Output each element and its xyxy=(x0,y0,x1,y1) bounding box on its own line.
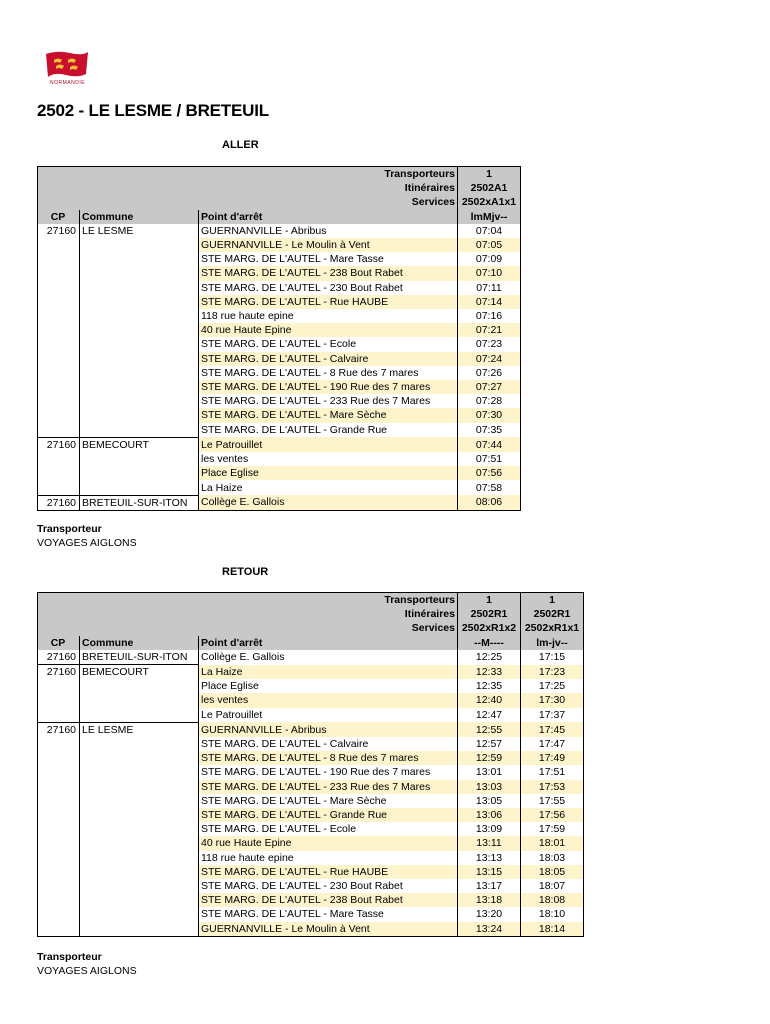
header-value: 2502xR1x2 xyxy=(458,621,521,635)
commune-cell xyxy=(80,679,199,693)
stop-cell: STE MARG. DE L'AUTEL - Ecole xyxy=(201,338,357,351)
time-cell: 17:15 xyxy=(521,650,584,665)
column-header-row xyxy=(38,210,521,224)
commune-cell xyxy=(80,295,199,309)
normandie-flag-icon xyxy=(44,50,90,80)
commune-cell: BRETEUIL-SUR-ITON xyxy=(80,650,199,665)
time-cell: 13:09 xyxy=(458,822,521,836)
commune-cell xyxy=(80,238,199,252)
table-row xyxy=(38,352,521,366)
cp-cell xyxy=(38,337,80,351)
header-row xyxy=(38,593,584,608)
stop-cell: les ventes xyxy=(201,453,249,466)
stop-cell: STE MARG. DE L'AUTEL - 190 Rue des 7 mares xyxy=(199,380,458,394)
table-row xyxy=(38,851,584,865)
time-cell: 18:08 xyxy=(521,893,584,907)
header-value: 2502xR1x1 xyxy=(521,621,584,635)
time-cell: 12:35 xyxy=(458,679,521,693)
table-row xyxy=(38,480,521,495)
commune-cell xyxy=(80,893,199,907)
cp-cell xyxy=(38,380,80,394)
header-value: 2502xA1x1 xyxy=(458,195,521,209)
stop-cell: STE MARG. DE L'AUTEL - 238 Bout Rabet xyxy=(199,893,458,907)
col-cp-header: CP xyxy=(38,210,80,224)
table-row xyxy=(38,650,584,665)
cp-cell: 27160 xyxy=(38,437,80,452)
cp-cell xyxy=(38,295,80,309)
time-cell: 17:37 xyxy=(521,708,584,723)
transporteur-label: Transporteur xyxy=(37,951,102,963)
cp-cell xyxy=(38,808,80,822)
table-row xyxy=(38,309,521,323)
cp-cell xyxy=(38,693,80,707)
cp-cell xyxy=(38,836,80,850)
cp-cell xyxy=(38,480,80,495)
stop-cell: STE MARG. DE L'AUTEL - Mare Sèche xyxy=(199,408,458,422)
page-title: 2502 - LE LESME / BRETEUIL xyxy=(37,101,269,120)
time-cell: 07:35 xyxy=(458,423,521,438)
time-cell: 12:40 xyxy=(458,693,521,707)
retour-transporteur-note xyxy=(37,950,137,978)
commune-cell xyxy=(80,708,199,723)
cp-cell xyxy=(38,466,80,480)
cp-cell xyxy=(38,780,80,794)
cp-cell xyxy=(38,794,80,808)
time-cell: 18:07 xyxy=(521,879,584,893)
commune-cell xyxy=(80,266,199,280)
time-cell: 07:58 xyxy=(458,480,521,495)
stop-cell: STE MARG. DE L'AUTEL - Grande Rue xyxy=(201,423,388,436)
time-cell: 07:26 xyxy=(458,366,521,380)
commune-cell xyxy=(80,865,199,879)
time-cell: 07:10 xyxy=(458,266,521,280)
stop-cell: GUERNANVILLE - Le Moulin à Vent xyxy=(199,922,458,937)
aller-timetable xyxy=(37,166,521,511)
table-row xyxy=(38,366,521,380)
table-row xyxy=(38,836,584,850)
cp-cell xyxy=(38,708,80,723)
commune-cell xyxy=(80,765,199,779)
commune-cell xyxy=(80,822,199,836)
table-row xyxy=(38,495,521,510)
table-row xyxy=(38,751,584,765)
stop-cell: La Haize xyxy=(201,481,243,494)
time-cell: 13:01 xyxy=(458,765,521,779)
header-row xyxy=(38,607,584,621)
col-stop-header: Point d'arrêt xyxy=(199,210,458,224)
transporteur-name: VOYAGES AIGLONS xyxy=(37,965,137,977)
commune-cell xyxy=(80,879,199,893)
header-value: 1 xyxy=(458,593,521,608)
time-cell: 08:06 xyxy=(458,495,521,510)
table-row xyxy=(38,722,584,737)
header-value: 1 xyxy=(458,167,521,182)
stop-cell: STE MARG. DE L'AUTEL - 8 Rue des 7 mares xyxy=(199,751,458,765)
cp-cell xyxy=(38,423,80,438)
col-commune-header: Commune xyxy=(80,210,199,224)
stop-cell: GUERNANVILLE - Le Moulin à Vent xyxy=(199,238,458,252)
stop-cell: STE MARG. DE L'AUTEL - Ecole xyxy=(201,823,357,836)
commune-cell xyxy=(80,366,199,380)
time-cell: 12:33 xyxy=(458,665,521,680)
commune-cell xyxy=(80,408,199,422)
commune-cell xyxy=(80,309,199,323)
commune-cell: BEMECOURT xyxy=(80,437,199,452)
table-row xyxy=(38,808,584,822)
header-label: Transporteurs xyxy=(38,167,458,182)
stop-cell: GUERNANVILLE - Abribus xyxy=(201,224,327,237)
time-cell: 13:18 xyxy=(458,893,521,907)
header-label: Transporteurs xyxy=(38,593,458,608)
col-commune-header: Commune xyxy=(80,636,199,650)
stop-cell: STE MARG. DE L'AUTEL - Calvaire xyxy=(199,352,458,366)
cp-cell: 27160 xyxy=(38,224,80,238)
commune-cell xyxy=(80,281,199,295)
time-cell: 07:23 xyxy=(458,337,521,351)
table-row xyxy=(38,380,521,394)
col-days-header: lmMjv-- xyxy=(458,210,521,224)
stop-cell: STE MARG. DE L'AUTEL - Grande Rue xyxy=(199,808,458,822)
col-days-header: --M---- xyxy=(458,636,521,650)
stop-cell: Le Patrouillet xyxy=(201,708,263,721)
table-row xyxy=(38,295,521,309)
stop-cell: 118 rue haute epine xyxy=(201,310,294,323)
stop-cell: STE MARG. DE L'AUTEL - Mare Sèche xyxy=(201,794,387,807)
commune-cell xyxy=(80,808,199,822)
commune-cell xyxy=(80,394,199,408)
time-cell: 07:51 xyxy=(458,452,521,466)
time-cell: 07:30 xyxy=(458,408,521,422)
time-cell: 18:10 xyxy=(521,907,584,921)
time-cell: 07:14 xyxy=(458,295,521,309)
cp-cell: 27160 xyxy=(38,495,80,510)
cp-cell: 27160 xyxy=(38,722,80,737)
cp-cell xyxy=(38,751,80,765)
header-value: 2502R1 xyxy=(521,607,584,621)
cp-cell: 27160 xyxy=(38,650,80,665)
cp-cell: 27160 xyxy=(38,665,80,680)
cp-cell xyxy=(38,281,80,295)
time-cell: 13:17 xyxy=(458,879,521,893)
stop-cell: STE MARG. DE L'AUTEL - 8 Rue des 7 mares xyxy=(201,366,419,379)
time-cell: 07:09 xyxy=(458,252,521,266)
stop-cell: STE MARG. DE L'AUTEL - 233 Rue des 7 Mares xyxy=(199,780,458,794)
stop-cell: STE MARG. DE L'AUTEL - 190 Rue des 7 mares xyxy=(201,766,431,779)
time-cell: 12:59 xyxy=(458,751,521,765)
time-cell: 18:14 xyxy=(521,922,584,937)
stop-cell: La Haize xyxy=(199,665,458,680)
cp-cell xyxy=(38,252,80,266)
column-header-row xyxy=(38,636,584,650)
header-value: 2502R1 xyxy=(458,607,521,621)
time-cell: 18:01 xyxy=(521,836,584,850)
commune-cell xyxy=(80,836,199,850)
table-row xyxy=(38,408,521,422)
table-row xyxy=(38,865,584,879)
time-cell: 07:11 xyxy=(458,281,521,295)
time-cell: 18:05 xyxy=(521,865,584,879)
table-row xyxy=(38,822,584,836)
cp-cell xyxy=(38,238,80,252)
time-cell: 17:55 xyxy=(521,794,584,808)
time-cell: 07:28 xyxy=(458,394,521,408)
header-value: 1 xyxy=(521,593,584,608)
cp-cell xyxy=(38,851,80,865)
cp-cell xyxy=(38,679,80,693)
time-cell: 13:20 xyxy=(458,907,521,921)
transporteur-name: VOYAGES AIGLONS xyxy=(37,537,137,549)
cp-cell xyxy=(38,309,80,323)
time-cell: 17:51 xyxy=(521,765,584,779)
commune-cell xyxy=(80,352,199,366)
table-row xyxy=(38,224,521,238)
table-row xyxy=(38,794,584,808)
time-cell: 13:24 xyxy=(458,922,521,937)
table-row xyxy=(38,693,584,707)
table-row xyxy=(38,323,521,337)
logo-brand-text: NORMANDIE xyxy=(50,80,86,86)
header-row xyxy=(38,621,584,635)
commune-cell xyxy=(80,922,199,937)
header-label: Services xyxy=(38,195,458,209)
time-cell: 13:06 xyxy=(458,808,521,822)
col-stop-header: Point d'arrêt xyxy=(199,636,458,650)
header-label: Itinéraires xyxy=(38,607,458,621)
cp-cell xyxy=(38,922,80,937)
table-row xyxy=(38,266,521,280)
cp-cell xyxy=(38,366,80,380)
table-row xyxy=(38,708,584,723)
time-cell: 17:53 xyxy=(521,780,584,794)
stop-cell: Collège E. Gallois xyxy=(201,651,285,664)
commune-cell xyxy=(80,480,199,495)
time-cell: 13:15 xyxy=(458,865,521,879)
commune-cell xyxy=(80,466,199,480)
retour-timetable xyxy=(37,592,584,937)
transporteur-label: Transporteur xyxy=(37,523,102,535)
time-cell: 17:25 xyxy=(521,679,584,693)
cp-cell xyxy=(38,765,80,779)
table-row xyxy=(38,765,584,779)
stop-cell: STE MARG. DE L'AUTEL - 238 Bout Rabet xyxy=(199,266,458,280)
stop-cell: STE MARG. DE L'AUTEL - 233 Rue des 7 Mares xyxy=(201,395,431,408)
cp-cell xyxy=(38,352,80,366)
cp-cell xyxy=(38,822,80,836)
stop-cell: Place Eglise xyxy=(201,680,259,693)
table-row xyxy=(38,665,584,680)
time-cell: 07:21 xyxy=(458,323,521,337)
time-cell: 12:47 xyxy=(458,708,521,723)
stop-cell: STE MARG. DE L'AUTEL - Mare Tasse xyxy=(201,253,384,266)
time-cell: 17:47 xyxy=(521,737,584,751)
table-row xyxy=(38,879,584,893)
table-row xyxy=(38,337,521,351)
table-row xyxy=(38,437,521,452)
table-row xyxy=(38,893,584,907)
table-row xyxy=(38,679,584,693)
stop-cell: 40 rue Haute Epine xyxy=(199,836,458,850)
commune-cell: BEMECOURT xyxy=(80,665,199,680)
time-cell: 07:44 xyxy=(458,437,521,452)
col-cp-header: CP xyxy=(38,636,80,650)
table-row xyxy=(38,452,521,466)
cp-cell xyxy=(38,452,80,466)
commune-cell xyxy=(80,751,199,765)
time-cell: 17:23 xyxy=(521,665,584,680)
header-label: Itinéraires xyxy=(38,181,458,195)
commune-cell xyxy=(80,252,199,266)
commune-cell xyxy=(80,780,199,794)
aller-transporteur-note xyxy=(37,522,137,550)
table-row xyxy=(38,922,584,937)
commune-cell xyxy=(80,423,199,438)
cp-cell xyxy=(38,879,80,893)
cp-cell xyxy=(38,737,80,751)
stop-cell: 118 rue haute epine xyxy=(201,851,294,864)
time-cell: 17:59 xyxy=(521,822,584,836)
stop-cell: STE MARG. DE L'AUTEL - 230 Bout Rabet xyxy=(201,880,403,893)
stop-cell: Collège E. Gallois xyxy=(199,495,458,510)
table-row xyxy=(38,238,521,252)
stop-cell: STE MARG. DE L'AUTEL - Rue HAUBE xyxy=(199,295,458,309)
table-row xyxy=(38,281,521,295)
stop-cell: STE MARG. DE L'AUTEL - 230 Bout Rabet xyxy=(201,281,403,294)
stop-cell: GUERNANVILLE - Abribus xyxy=(199,722,458,737)
cp-cell xyxy=(38,323,80,337)
stop-cell: STE MARG. DE L'AUTEL - Rue HAUBE xyxy=(199,865,458,879)
stop-cell: STE MARG. DE L'AUTEL - Mare Tasse xyxy=(201,908,384,921)
stop-cell: STE MARG. DE L'AUTEL - Calvaire xyxy=(201,738,369,751)
table-row xyxy=(38,780,584,794)
header-row xyxy=(38,195,521,209)
commune-cell xyxy=(80,851,199,865)
time-cell: 07:24 xyxy=(458,352,521,366)
stop-cell: Place Eglise xyxy=(199,466,458,480)
time-cell: 07:16 xyxy=(458,309,521,323)
header-label: Services xyxy=(38,621,458,635)
col-days-header: lm-jv-- xyxy=(521,636,584,650)
stop-cell: Le Patrouillet xyxy=(199,437,458,452)
time-cell: 13:13 xyxy=(458,851,521,865)
table-row xyxy=(38,907,584,921)
retour-section-title: RETOUR xyxy=(222,566,269,578)
table-row xyxy=(38,737,584,751)
time-cell: 13:03 xyxy=(458,780,521,794)
region-logo xyxy=(44,50,96,92)
cp-cell xyxy=(38,893,80,907)
commune-cell xyxy=(80,380,199,394)
commune-cell xyxy=(80,794,199,808)
time-cell: 13:05 xyxy=(458,794,521,808)
stop-cell: les ventes xyxy=(199,693,458,707)
header-value: 2502A1 xyxy=(458,181,521,195)
commune-cell xyxy=(80,737,199,751)
time-cell: 17:49 xyxy=(521,751,584,765)
commune-cell: LE LESME xyxy=(80,224,199,238)
cp-cell xyxy=(38,408,80,422)
cp-cell xyxy=(38,907,80,921)
time-cell: 07:56 xyxy=(458,466,521,480)
cp-cell xyxy=(38,865,80,879)
commune-cell xyxy=(80,337,199,351)
time-cell: 12:57 xyxy=(458,737,521,751)
commune-cell xyxy=(80,693,199,707)
time-cell: 17:45 xyxy=(521,722,584,737)
time-cell: 12:25 xyxy=(458,650,521,665)
header-row xyxy=(38,167,521,182)
cp-cell xyxy=(38,266,80,280)
cp-cell xyxy=(38,394,80,408)
time-cell: 13:11 xyxy=(458,836,521,850)
time-cell: 17:30 xyxy=(521,693,584,707)
table-row xyxy=(38,252,521,266)
time-cell: 17:56 xyxy=(521,808,584,822)
time-cell: 07:04 xyxy=(458,224,521,238)
aller-section-title: ALLER xyxy=(222,139,259,151)
commune-cell xyxy=(80,452,199,466)
table-row xyxy=(38,394,521,408)
commune-cell: BRETEUIL-SUR-ITON xyxy=(80,495,199,510)
time-cell: 18:03 xyxy=(521,851,584,865)
stop-cell: 40 rue Haute Epine xyxy=(199,323,458,337)
time-cell: 12:55 xyxy=(458,722,521,737)
time-cell: 07:05 xyxy=(458,238,521,252)
header-row xyxy=(38,181,521,195)
commune-cell: LE LESME xyxy=(80,722,199,737)
table-row xyxy=(38,466,521,480)
commune-cell xyxy=(80,323,199,337)
commune-cell xyxy=(80,907,199,921)
table-row xyxy=(38,423,521,438)
time-cell: 07:27 xyxy=(458,380,521,394)
